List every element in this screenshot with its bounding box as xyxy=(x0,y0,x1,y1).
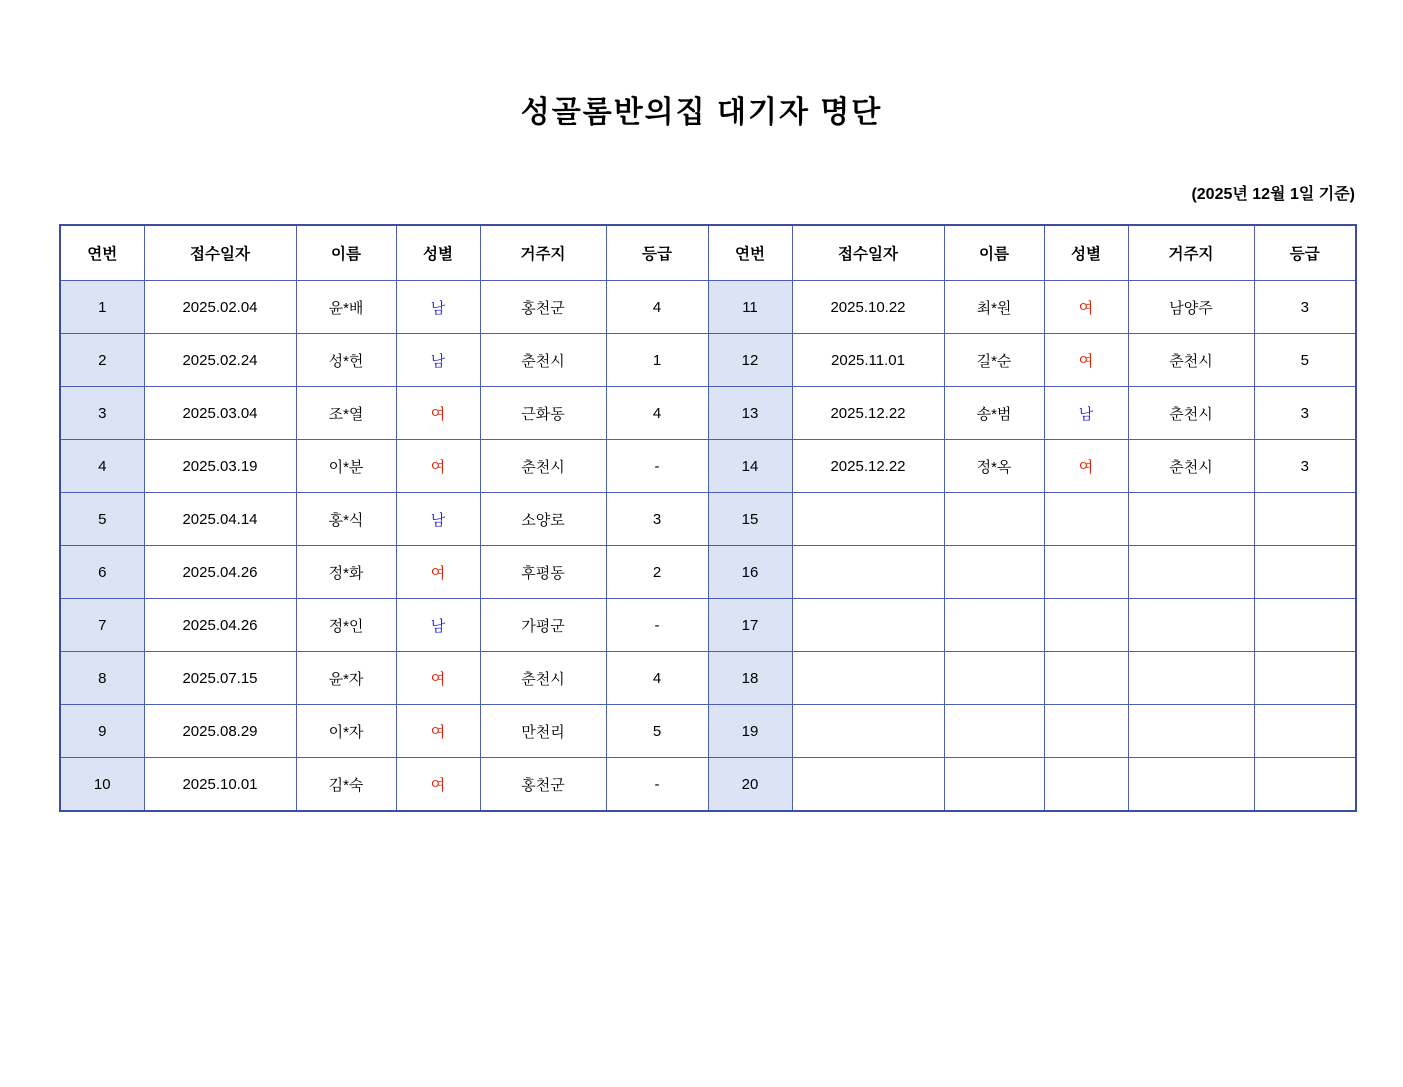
cell-grade-right xyxy=(1254,705,1356,758)
cell-sex-right xyxy=(1044,652,1128,705)
cell-no-right: 17 xyxy=(708,599,792,652)
table-row xyxy=(60,546,1356,599)
cell-name-left: 이*분 xyxy=(296,440,396,493)
cell-grade-right: 3 xyxy=(1254,387,1356,440)
cell-date-right: 2025.11.01 xyxy=(792,334,944,387)
table-row xyxy=(60,334,1356,387)
cell-date-left: 2025.03.19 xyxy=(144,440,296,493)
cell-sex-right xyxy=(1044,758,1128,812)
table-row xyxy=(60,599,1356,652)
cell-sex-right: 여 xyxy=(1044,334,1128,387)
cell-addr-left: 근화동 xyxy=(480,387,606,440)
cell-name-right xyxy=(944,705,1044,758)
cell-sex-right xyxy=(1044,599,1128,652)
cell-sex-left: 여 xyxy=(396,440,480,493)
cell-sex-left: 남 xyxy=(396,281,480,334)
cell-sex-left: 여 xyxy=(396,652,480,705)
cell-grade-right xyxy=(1254,758,1356,812)
header-sex-right: 성별 xyxy=(1044,225,1128,281)
cell-grade-left: - xyxy=(606,440,708,493)
cell-addr-right xyxy=(1128,652,1254,705)
header-name-right: 이름 xyxy=(944,225,1044,281)
table-row xyxy=(60,758,1356,812)
cell-date-left: 2025.02.24 xyxy=(144,334,296,387)
cell-grade-left: 4 xyxy=(606,652,708,705)
cell-sex-right: 남 xyxy=(1044,387,1128,440)
page-title: 성골롬반의집 대기자 명단 xyxy=(520,96,883,129)
cell-date-right xyxy=(792,652,944,705)
cell-addr-right xyxy=(1128,599,1254,652)
cell-no-left: 5 xyxy=(60,493,144,546)
cell-sex-right: 여 xyxy=(1044,281,1128,334)
cell-name-left: 정*화 xyxy=(296,546,396,599)
document-page xyxy=(0,95,1403,1087)
cell-no-right: 12 xyxy=(708,334,792,387)
cell-date-left: 2025.03.04 xyxy=(144,387,296,440)
cell-grade-right: 5 xyxy=(1254,334,1356,387)
cell-date-right: 2025.12.22 xyxy=(792,387,944,440)
cell-name-left: 조*열 xyxy=(296,387,396,440)
cell-grade-left: 2 xyxy=(606,546,708,599)
table-row xyxy=(60,281,1356,334)
cell-sex-right xyxy=(1044,546,1128,599)
cell-no-right: 13 xyxy=(708,387,792,440)
cell-no-left: 3 xyxy=(60,387,144,440)
table-row xyxy=(60,652,1356,705)
cell-addr-left: 춘천시 xyxy=(480,334,606,387)
cell-grade-right: 3 xyxy=(1254,281,1356,334)
cell-no-right: 19 xyxy=(708,705,792,758)
cell-date-right xyxy=(792,758,944,812)
cell-addr-right xyxy=(1128,758,1254,812)
table-row xyxy=(60,440,1356,493)
cell-sex-left: 여 xyxy=(396,546,480,599)
cell-no-left: 9 xyxy=(60,705,144,758)
cell-grade-left: - xyxy=(606,758,708,812)
cell-grade-right xyxy=(1254,493,1356,546)
cell-addr-left: 가평군 xyxy=(480,599,606,652)
cell-sex-right xyxy=(1044,705,1128,758)
cell-name-left: 윤*배 xyxy=(296,281,396,334)
cell-name-right xyxy=(944,599,1044,652)
header-date-right: 접수일자 xyxy=(792,225,944,281)
cell-name-left: 김*숙 xyxy=(296,758,396,812)
cell-date-left: 2025.04.14 xyxy=(144,493,296,546)
cell-addr-left: 춘천시 xyxy=(480,440,606,493)
cell-addr-right xyxy=(1128,546,1254,599)
cell-sex-right xyxy=(1044,493,1128,546)
cell-grade-right: 3 xyxy=(1254,440,1356,493)
cell-no-left: 4 xyxy=(60,440,144,493)
header-date-left: 접수일자 xyxy=(144,225,296,281)
cell-no-right: 20 xyxy=(708,758,792,812)
cell-addr-right xyxy=(1128,705,1254,758)
cell-grade-left: 1 xyxy=(606,334,708,387)
cell-sex-right: 여 xyxy=(1044,440,1128,493)
cell-name-right xyxy=(944,758,1044,812)
cell-no-right: 16 xyxy=(708,546,792,599)
cell-name-left: 윤*자 xyxy=(296,652,396,705)
cell-addr-right: 남양주 xyxy=(1128,281,1254,334)
cell-grade-right xyxy=(1254,599,1356,652)
header-no-right: 연번 xyxy=(708,225,792,281)
cell-no-left: 2 xyxy=(60,334,144,387)
cell-date-left: 2025.08.29 xyxy=(144,705,296,758)
cell-date-right xyxy=(792,599,944,652)
cell-date-right xyxy=(792,493,944,546)
cell-no-left: 7 xyxy=(60,599,144,652)
cell-date-left: 2025.07.15 xyxy=(144,652,296,705)
header-sex-left: 성별 xyxy=(396,225,480,281)
cell-addr-left: 춘천시 xyxy=(480,652,606,705)
cell-addr-left: 소양로 xyxy=(480,493,606,546)
cell-date-left: 2025.10.01 xyxy=(144,758,296,812)
cell-date-right xyxy=(792,546,944,599)
cell-sex-left: 여 xyxy=(396,758,480,812)
waitlist-table-container xyxy=(0,224,1403,812)
cell-name-right xyxy=(944,546,1044,599)
cell-name-left: 정*인 xyxy=(296,599,396,652)
cell-no-left: 10 xyxy=(60,758,144,812)
cell-sex-left: 여 xyxy=(396,705,480,758)
cell-addr-right xyxy=(1128,493,1254,546)
header-addr-right: 거주지 xyxy=(1128,225,1254,281)
cell-grade-left: 5 xyxy=(606,705,708,758)
cell-name-left: 이*자 xyxy=(296,705,396,758)
cell-date-right: 2025.12.22 xyxy=(792,440,944,493)
header-name-left: 이름 xyxy=(296,225,396,281)
cell-name-right: 정*옥 xyxy=(944,440,1044,493)
cell-date-left: 2025.02.04 xyxy=(144,281,296,334)
cell-grade-left: 4 xyxy=(606,281,708,334)
cell-date-left: 2025.04.26 xyxy=(144,599,296,652)
cell-sex-left: 여 xyxy=(396,387,480,440)
cell-no-left: 8 xyxy=(60,652,144,705)
cell-no-right: 11 xyxy=(708,281,792,334)
cell-name-right: 길*순 xyxy=(944,334,1044,387)
cell-name-right: 최*원 xyxy=(944,281,1044,334)
cell-addr-right: 춘천시 xyxy=(1128,440,1254,493)
cell-name-right: 송*범 xyxy=(944,387,1044,440)
table-row xyxy=(60,387,1356,440)
cell-grade-right xyxy=(1254,546,1356,599)
cell-date-right: 2025.10.22 xyxy=(792,281,944,334)
cell-sex-left: 남 xyxy=(396,599,480,652)
table-header xyxy=(60,225,1356,281)
table-body xyxy=(60,281,1356,812)
cell-no-right: 14 xyxy=(708,440,792,493)
cell-no-left: 1 xyxy=(60,281,144,334)
cell-date-right xyxy=(792,705,944,758)
cell-grade-left: - xyxy=(606,599,708,652)
cell-addr-left: 후평동 xyxy=(480,546,606,599)
cell-no-left: 6 xyxy=(60,546,144,599)
cell-no-right: 15 xyxy=(708,493,792,546)
cell-sex-left: 남 xyxy=(396,334,480,387)
cell-addr-left: 홍천군 xyxy=(480,281,606,334)
table-header-row xyxy=(60,225,1356,281)
header-grade-left: 등급 xyxy=(606,225,708,281)
cell-addr-right: 춘천시 xyxy=(1128,334,1254,387)
document-reference-date: (2025년 12월 1일 기준) xyxy=(1191,186,1355,203)
waitlist-table xyxy=(59,224,1357,812)
cell-name-right xyxy=(944,493,1044,546)
cell-addr-left: 만천리 xyxy=(480,705,606,758)
header-addr-left: 거주지 xyxy=(480,225,606,281)
table-row xyxy=(60,493,1356,546)
cell-name-left: 홍*식 xyxy=(296,493,396,546)
cell-date-left: 2025.04.26 xyxy=(144,546,296,599)
cell-name-right xyxy=(944,652,1044,705)
cell-name-left: 성*헌 xyxy=(296,334,396,387)
cell-grade-left: 3 xyxy=(606,493,708,546)
cell-addr-right: 춘천시 xyxy=(1128,387,1254,440)
cell-grade-left: 4 xyxy=(606,387,708,440)
cell-addr-left: 홍천군 xyxy=(480,758,606,812)
header-grade-right: 등급 xyxy=(1254,225,1356,281)
header-no-left: 연번 xyxy=(60,225,144,281)
table-row xyxy=(60,705,1356,758)
cell-sex-left: 남 xyxy=(396,493,480,546)
cell-grade-right xyxy=(1254,652,1356,705)
cell-no-right: 18 xyxy=(708,652,792,705)
